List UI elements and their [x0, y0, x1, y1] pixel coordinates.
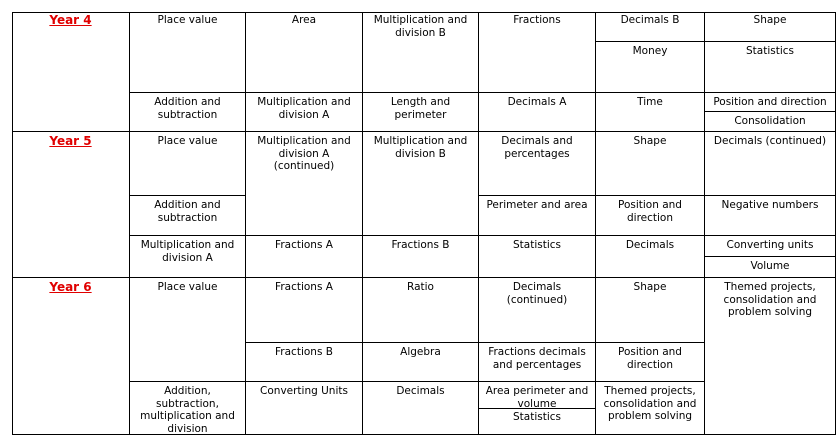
y4-shape: Shape — [705, 12, 836, 42]
y5-shape: Shape — [596, 132, 705, 196]
y4-decimals-a: Decimals A — [479, 93, 596, 132]
y5-converting-units: Converting units — [705, 236, 836, 257]
year-5-label: Year 5 — [49, 134, 92, 148]
y6-themed-projects-col5: Themed projects, consolidation and problem solving — [596, 382, 705, 435]
y5-fractions-a: Fractions A — [246, 236, 363, 278]
y4-area: Area — [246, 12, 363, 93]
y5-perimeter-area: Perimeter and area — [479, 196, 596, 236]
y6-shape: Shape — [596, 278, 705, 343]
y6-themed-projects-col6: Themed projects, consolidation and problem solving — [705, 278, 836, 435]
y6-fractions-decimals-percentages: Fractions decimals and percentages — [479, 343, 596, 382]
y6-fractions-a: Fractions A — [246, 278, 363, 343]
y6-decimals-continued: Decimals (continued) — [479, 278, 596, 343]
y5-fractions-b: Fractions B — [363, 236, 479, 278]
y5-decimals-percentages: Decimals and percentages — [479, 132, 596, 196]
y4-consolidation: Consolidation — [705, 112, 836, 132]
y4-place-value: Place value — [130, 12, 246, 93]
y4-fractions: Fractions — [479, 12, 596, 93]
y6-statistics: Statistics — [479, 409, 596, 435]
y5-negative-numbers: Negative numbers — [705, 196, 836, 236]
y5-addition-subtraction: Addition and subtraction — [130, 196, 246, 236]
y4-multiplication-division-b: Multiplication and division B — [363, 12, 479, 93]
y6-ratio: Ratio — [363, 278, 479, 343]
y4-time: Time — [596, 93, 705, 132]
y4-addition-subtraction: Addition and subtraction — [130, 93, 246, 132]
y6-converting-units: Converting Units — [246, 382, 363, 435]
y4-money: Money — [596, 42, 705, 93]
y5-multiplication-division-a-continued: Multiplication and division A (continued) — [246, 132, 363, 236]
y6-algebra: Algebra — [363, 343, 479, 382]
year-5-label-cell — [12, 132, 130, 278]
y4-decimals-b: Decimals B — [596, 12, 705, 42]
y5-statistics: Statistics — [479, 236, 596, 278]
y5-place-value: Place value — [130, 132, 246, 196]
y6-fractions-b: Fractions B — [246, 343, 363, 382]
y5-decimals: Decimals — [596, 236, 705, 278]
y4-position-direction: Position and direction — [705, 93, 836, 112]
year-4-label: Year 4 — [49, 13, 92, 27]
y4-length-perimeter: Length and perimeter — [363, 93, 479, 132]
y5-volume: Volume — [705, 257, 836, 278]
y4-statistics: Statistics — [705, 42, 836, 93]
y6-addition-subtraction-multiplication-division: Addition, subtraction, multiplication and division — [130, 382, 246, 435]
y5-position-direction: Position and direction — [596, 196, 705, 236]
y5-decimals-continued: Decimals (continued) — [705, 132, 836, 196]
y6-area-perimeter-volume: Area perimeter and volume — [479, 382, 596, 409]
y6-decimals: Decimals — [363, 382, 479, 435]
y5-multiplication-division-a: Multiplication and division A — [130, 236, 246, 278]
y4-multiplication-division-a: Multiplication and division A — [246, 93, 363, 132]
y6-place-value: Place value — [130, 278, 246, 382]
year-6-label-cell — [12, 278, 130, 435]
year-4-label-cell — [12, 12, 130, 132]
year-6-label: Year 6 — [49, 280, 92, 294]
y6-position-direction: Position and direction — [596, 343, 705, 382]
y5-multiplication-division-b: Multiplication and division B — [363, 132, 479, 236]
